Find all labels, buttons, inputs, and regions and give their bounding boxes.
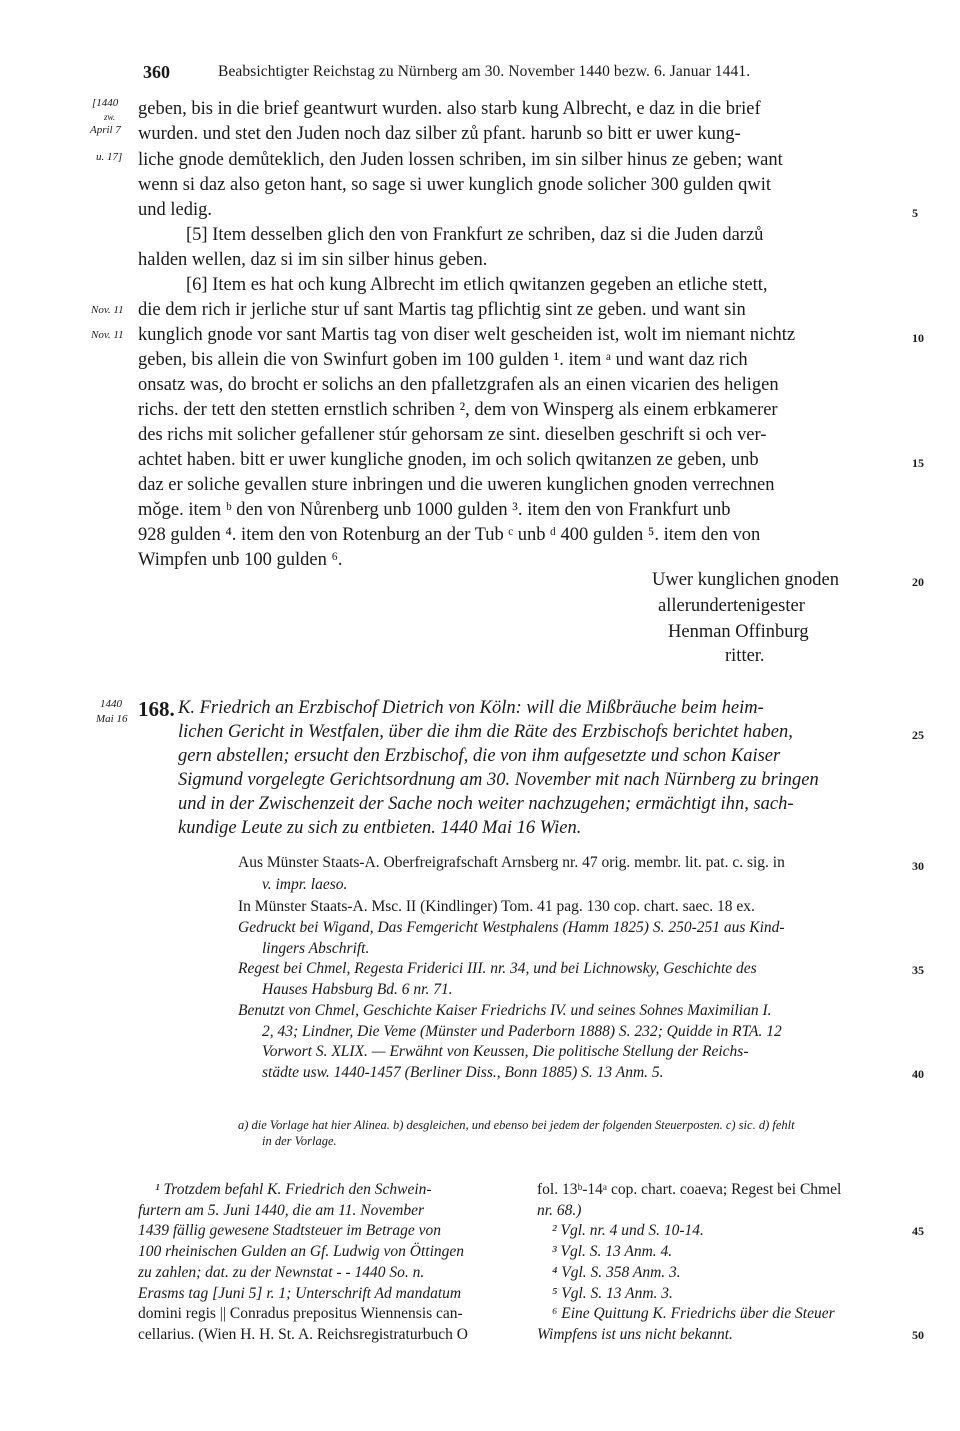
margin-date: April 7	[90, 124, 121, 136]
apparatus-line: a) die Vorlage hat hier Alinea. b) desgleichen, und ebenso bei jedem der folgenden Steuerposten. c) sic. d) fehlt	[238, 1118, 795, 1132]
line-number: 40	[912, 1067, 924, 1081]
source-line: städte usw. 1440-1457 (Berliner Diss., Bonn 1885) S. 13 Anm. 5.	[262, 1064, 664, 1081]
margin-date: Nov. 11	[91, 304, 124, 316]
footnote-line: ⁶ Eine Quittung K. Friedrichs über die Steuer	[552, 1305, 835, 1322]
regest-line: lichen Gericht in Westfalen, über die ihm die Räte des Erzbischofs berichtet haben,	[178, 722, 793, 742]
document-date-day: Mai 16	[96, 713, 128, 725]
source-line: 2, 43; Lindner, Die Veme (Münster und Paderborn 1888) S. 232; Quidde in RTA. 12	[262, 1023, 782, 1040]
letter-line: liche gnode demůteklich, den Juden lossen schriben, im sin silber hinus ze geben; want	[138, 150, 783, 170]
source-line: Vorwort S. XLIX. — Erwähnt von Keussen, Die politische Stellung der Reichs-	[262, 1043, 749, 1060]
source-line: Regest bei Chmel, Regesta Friderici III. nr. 34, und bei Lichnowsky, Geschichte des	[238, 960, 757, 977]
line-number: 15	[912, 456, 924, 470]
margin-date: [1440	[92, 97, 119, 109]
line-number: 30	[912, 859, 924, 873]
footnote-line: ⁵ Vgl. S. 13 Anm. 3.	[552, 1285, 673, 1302]
regest-line: kundige Leute zu sich zu entbieten. 1440 Mai 16 Wien.	[178, 818, 582, 838]
letter-line: des richs mit solicher gefallener stúr gehorsam ze sint. dieselben geschrift si och ver-	[138, 425, 767, 445]
document-date-year: 1440	[100, 698, 122, 710]
line-number: 50	[912, 1328, 924, 1342]
footnote-line: furtern am 5. Juni 1440, die am 11. November	[138, 1202, 424, 1219]
document-number: 168.	[138, 697, 175, 721]
letter-line: die dem rich ir jerliche stur uf sant Martis tag pflichtig sint ze geben. und want sin	[138, 300, 746, 320]
footnote-line: cellarius. (Wien H. H. St. A. Reichsregistraturbuch O	[138, 1326, 468, 1343]
letter-line: achtet haben. bitt er uwer kungliche gnoden, im och solich qwitanzen ze geben, unb	[138, 450, 759, 470]
letter-line: halden wellen, daz si im sin silber hinus geben.	[138, 250, 488, 270]
regest-line: und in der Zwischenzeit der Sache noch weiter nachzugehen; ermächtigt ihn, sach-	[178, 794, 794, 814]
letter-line: geben, bis in die brief geantwurt wurden. also starb kung Albrecht, e daz in die brief	[138, 99, 761, 119]
footnote-line: ² Vgl. nr. 4 und S. 10-14.	[552, 1222, 704, 1239]
margin-date: zw.	[104, 112, 116, 122]
footnote-line: nr. 68.)	[537, 1202, 582, 1219]
source-line: v. impr. laeso.	[262, 876, 348, 893]
letter-line: kunglich gnode vor sant Martis tag von diser welt gescheiden ist, wolt im niemant nichtz	[138, 325, 796, 345]
regest-line: K. Friedrich an Erzbischof Dietrich von Köln: will die Mißbräuche beim heim-	[178, 698, 764, 718]
letter-line: mǒge. item ᵇ den von Nůrenberg unb 1000 gulden ³. item den von Frankfurt unb	[138, 500, 731, 520]
footnote-line: domini regis || Conradus prepositus Wiennensis can-	[138, 1305, 463, 1322]
line-number: 20	[912, 575, 924, 589]
line-number: 35	[912, 963, 924, 977]
letter-line: [6] Item es hat och kung Albrecht im etlich qwitanzen gegeben an etliche stett,	[186, 275, 768, 295]
footnote-line: Wimpfens ist uns nicht bekannt.	[537, 1326, 733, 1343]
source-line: In Münster Staats-A. Msc. II (Kindlinger) Tom. 41 pag. 130 cop. chart. saec. 18 ex.	[238, 898, 755, 915]
signature-line: Uwer kunglichen gnoden	[652, 570, 840, 590]
letter-line: Wimpfen unb 100 gulden ⁶.	[138, 550, 343, 570]
letter-line: geben, bis allein die von Swinfurt goben im 100 gulden ¹. item ᵃ und want daz rich	[138, 350, 748, 370]
regest-line: Sigmund vorgelegte Gerichtsordnung am 30. November mit nach Nürnberg zu bringen	[178, 770, 819, 790]
line-number: 45	[912, 1224, 924, 1238]
source-line: Aus Münster Staats-A. Oberfreigrafschaft Arnsberg nr. 47 orig. membr. lit. pat. c. sig. in	[238, 854, 785, 871]
letter-line: wurden. und stet den Juden noch daz silber zů pfant. harunb so bitt er uwer kung-	[138, 124, 741, 144]
footnote-line: fol. 13ᵇ-14ᵃ cop. chart. coaeva; Regest bei Chmel	[537, 1181, 842, 1198]
letter-line: [5] Item desselben glich den von Frankfurt ze schriben, daz si die Juden darzů	[186, 225, 764, 245]
source-line: lingers Abschrift.	[262, 940, 370, 957]
signature-line: allerundertenigester	[658, 596, 805, 616]
signature-line: Henman Offinburg	[668, 622, 809, 642]
regest-line: gern abstellen; ersucht den Erzbischof, die von ihm aufgesetzte und schon Kaiser	[178, 746, 781, 766]
line-number: 5	[912, 206, 918, 220]
source-line: Gedruckt bei Wigand, Das Femgericht Westphalens (Hamm 1825) S. 250-251 aus Kind-	[238, 919, 785, 936]
footnote-line: Erasms tag [Juni 5] r. 1; Unterschrift Ad mandatum	[138, 1285, 462, 1302]
line-number: 10	[912, 331, 924, 345]
margin-date: u. 17]	[96, 151, 123, 163]
footnote-line: 1439 fällig gewesene Stadtsteuer im Betrage von	[138, 1222, 442, 1239]
line-number: 25	[912, 728, 924, 742]
letter-line: onsatz was, do brocht er solichs an den pfalletzgrafen als an einen vicarien des heligen	[138, 375, 779, 395]
letter-line: wenn si daz also geton hant, so sage si uwer kunglich gnode solicher 300 gulden qwit	[138, 175, 771, 195]
source-line: Hauses Habsburg Bd. 6 nr. 71.	[262, 981, 453, 998]
letter-line: richs. der tett den stetten ernstlich schriben ², dem von Winsperg als einem erbkamerer	[138, 400, 778, 420]
running-title: Beabsichtigter Reichstag zu Nürnberg am 30. November 1440 bezw. 6. Januar 1441.	[218, 63, 751, 80]
footnote-line: ¹ Trotzdem befahl K. Friedrich den Schwein-	[155, 1181, 432, 1198]
apparatus-line: in der Vorlage.	[262, 1134, 337, 1148]
source-line: Benutzt von Chmel, Geschichte Kaiser Friedrichs IV. und seines Sohnes Maximilian I.	[238, 1002, 772, 1019]
footnote-line: ⁴ Vgl. S. 358 Anm. 3.	[552, 1264, 681, 1281]
signature-line: ritter.	[725, 646, 765, 666]
footnote-line: 100 rheinischen Gulden an Gf. Ludwig von Öttingen	[138, 1243, 465, 1260]
letter-line: daz er soliche gevallen sture inbringen und die uweren kunglichen gnoden verrechnen	[138, 475, 775, 495]
letter-line: 928 gulden ⁴. item den von Rotenburg an der Tub ᶜ unb ᵈ 400 gulden ⁵. item den von	[138, 525, 761, 545]
margin-date: Nov. 11	[91, 329, 124, 341]
footnote-line: zu zahlen; dat. zu der Newnstat - - 1440 So. n.	[138, 1264, 425, 1281]
footnote-line: ³ Vgl. S. 13 Anm. 4.	[552, 1243, 673, 1260]
letter-line: und ledig.	[138, 200, 212, 220]
page-number: 360	[143, 62, 170, 82]
